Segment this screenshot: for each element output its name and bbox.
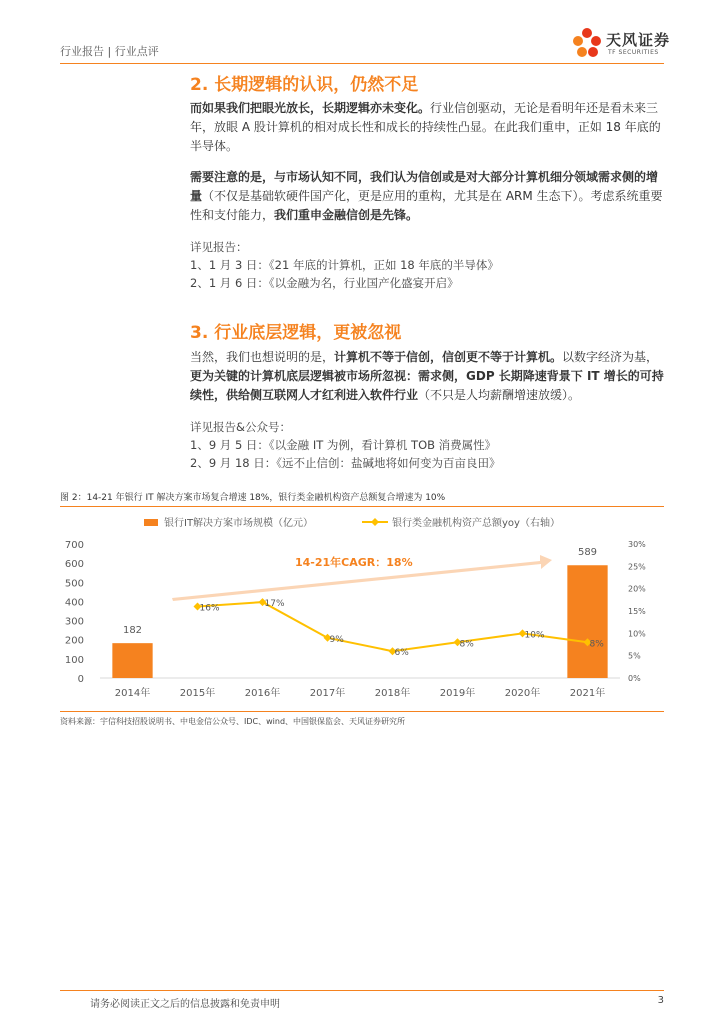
line-data-label: 9% xyxy=(329,634,344,645)
x-axis-tick-label: 2015年 xyxy=(179,688,216,699)
section2-title: 2. 长期逻辑的认识，仍然不足 xyxy=(190,75,419,95)
section3-p1-bold2: 更为关键的计算机底层逻辑被市场所忽视：需求侧，GDP 长期降速背景下 IT 增长的可持续性，供给侧互联网人才红利进入软件行业 xyxy=(190,369,664,402)
line-data-label: 8% xyxy=(459,639,474,650)
section2-p1-text: 行业信创驱动，无论是看明年还是看未来三年，放眼 A 股计算机的相对成长性和成长的持续性凸显。在此我们重申，正如 18 年底的半导体。 xyxy=(190,101,661,153)
right-axis-tick-label: 15% xyxy=(628,607,646,616)
x-axis-tick-label: 2014年 xyxy=(114,688,151,699)
section3-p1-mid: 以数字经济为基， xyxy=(562,350,659,364)
section2-refs-label: 详见报告： xyxy=(190,240,248,254)
company-logo xyxy=(570,25,670,61)
x-axis-ticks xyxy=(115,686,605,699)
right-axis-tick-label: 20% xyxy=(628,584,646,594)
section2-p2-bold: 需要注意的是，与市场认知不同，我们认为信创或是对大部分计算机细分领域需求侧的增量 xyxy=(190,170,659,203)
legend-swatch-marker xyxy=(371,518,379,526)
line-data-label: 10% xyxy=(524,630,545,641)
footer-divider xyxy=(60,990,664,991)
right-axis-tick-label: 5% xyxy=(628,651,641,661)
right-axis-ticks xyxy=(628,540,646,683)
left-axis-tick-label: 300 xyxy=(64,616,84,628)
bar-data-label: 182 xyxy=(122,625,143,637)
section3-p1-start: 当然，我们也想说明的是， xyxy=(190,350,335,364)
section2-p1-bold: 而如果我们把眼光放长，长期逻辑亦未变化。 xyxy=(190,101,431,115)
bar xyxy=(112,643,152,678)
section3-title: 3. 行业底层逻辑，更被忽视 xyxy=(190,323,402,343)
header-divider xyxy=(60,63,664,64)
line-data-label: 6% xyxy=(394,648,409,659)
figure-title: 图 2：14-21 年银行 IT 解决方案市场复合增速 18%，银行类金融机构资产总额复合增速为 10% xyxy=(60,493,446,503)
left-axis-tick-label: 400 xyxy=(64,597,84,609)
figure-source: 资料来源：宇信科技招股说明书、中电金信公众号、IDC、wind、中国银保监会、天风证券研究所 xyxy=(60,717,406,726)
x-axis-tick-label: 2021年 xyxy=(569,688,606,699)
bar-line-chart xyxy=(60,508,664,708)
line-series xyxy=(194,598,605,658)
logo-brand-en: TF SECURITIES xyxy=(608,49,659,56)
bar xyxy=(567,565,607,678)
header-label: 行业报告 | 行业点评 xyxy=(60,45,159,58)
legend-swatch-bar xyxy=(144,519,158,526)
right-axis-tick-label: 30% xyxy=(628,540,646,549)
cagr-annotation: 14-21年CAGR：18% xyxy=(295,556,413,569)
right-axis-tick-label: 0% xyxy=(628,674,641,683)
left-axis-tick-label: 500 xyxy=(64,578,84,590)
x-axis-tick-label: 2019年 xyxy=(439,688,476,699)
legend-label-bar: 银行IT解决方案市场规模（亿元） xyxy=(164,518,314,529)
legend-label-line: 银行类金融机构资产总额yoy（右轴） xyxy=(392,518,560,529)
page-number: 3 xyxy=(657,995,664,1006)
section2-ref-2: 2、1 月 6 日：《以金融为名，行业国产化盛宴开启》 xyxy=(190,276,459,290)
x-axis-tick-label: 2017年 xyxy=(309,688,346,699)
section2-paragraph-1 xyxy=(190,99,665,156)
series-line xyxy=(198,602,588,651)
bar-data-label: 589 xyxy=(577,547,598,559)
logo-flower-icon xyxy=(570,25,604,61)
right-axis-tick-label: 10% xyxy=(628,629,646,639)
left-axis-tick-label: 0 xyxy=(77,674,84,685)
line-data-label: 16% xyxy=(199,603,220,614)
section2-ref-1: 1、1 月 3 日：《21 年底的计算机，正如 18 年底的半导体》 xyxy=(190,258,499,272)
footer-disclaimer: 请务必阅读正文之后的信息披露和免责申明 xyxy=(90,999,280,1010)
line-data-label: 17% xyxy=(264,599,285,610)
chart-legend xyxy=(144,516,560,529)
left-axis-tick-label: 600 xyxy=(64,559,84,571)
section3-p1-end: （不只是人均薪酬增速放缓）。 xyxy=(418,388,581,402)
section3-p1-bold: 计算机不等于信创，信创更不等于计算机。 xyxy=(334,350,563,364)
left-axis-ticks xyxy=(65,540,84,685)
section3-ref-2: 2、9 月 18 日：《远不止信创：盐碱地将如何变为百亩良田》 xyxy=(190,456,501,470)
line-data-label: 8% xyxy=(589,639,604,650)
x-axis-tick-label: 2020年 xyxy=(504,688,541,699)
x-axis-tick-label: 2018年 xyxy=(374,688,411,699)
figure-top-divider xyxy=(60,506,664,507)
left-axis-tick-label: 100 xyxy=(64,654,84,666)
section2-p2-bold2: 我们重申金融信创是先锋。 xyxy=(274,208,419,222)
right-axis-tick-label: 25% xyxy=(628,562,646,572)
section3-ref-1: 1、9 月 5 日：《以金融 IT 为例，看计算机 TOB 消费属性》 xyxy=(190,438,497,452)
left-axis-tick-label: 700 xyxy=(64,540,84,551)
section2-p2-text: （不仅是基础软硬件国产化，更是应用的重构，尤其是在 ARM 生态下）。考虑系统重要性和支付能力， xyxy=(190,189,663,222)
section2-paragraph-2 xyxy=(190,168,665,225)
figure-bottom-divider xyxy=(60,711,664,712)
section3-refs-label: 详见报告&公众号： xyxy=(190,420,291,434)
logo-brand-cn: 天风证券 xyxy=(606,31,671,49)
section3-paragraph-1 xyxy=(190,348,665,405)
x-axis-tick-label: 2016年 xyxy=(244,688,281,699)
left-axis-tick-label: 200 xyxy=(64,635,84,647)
